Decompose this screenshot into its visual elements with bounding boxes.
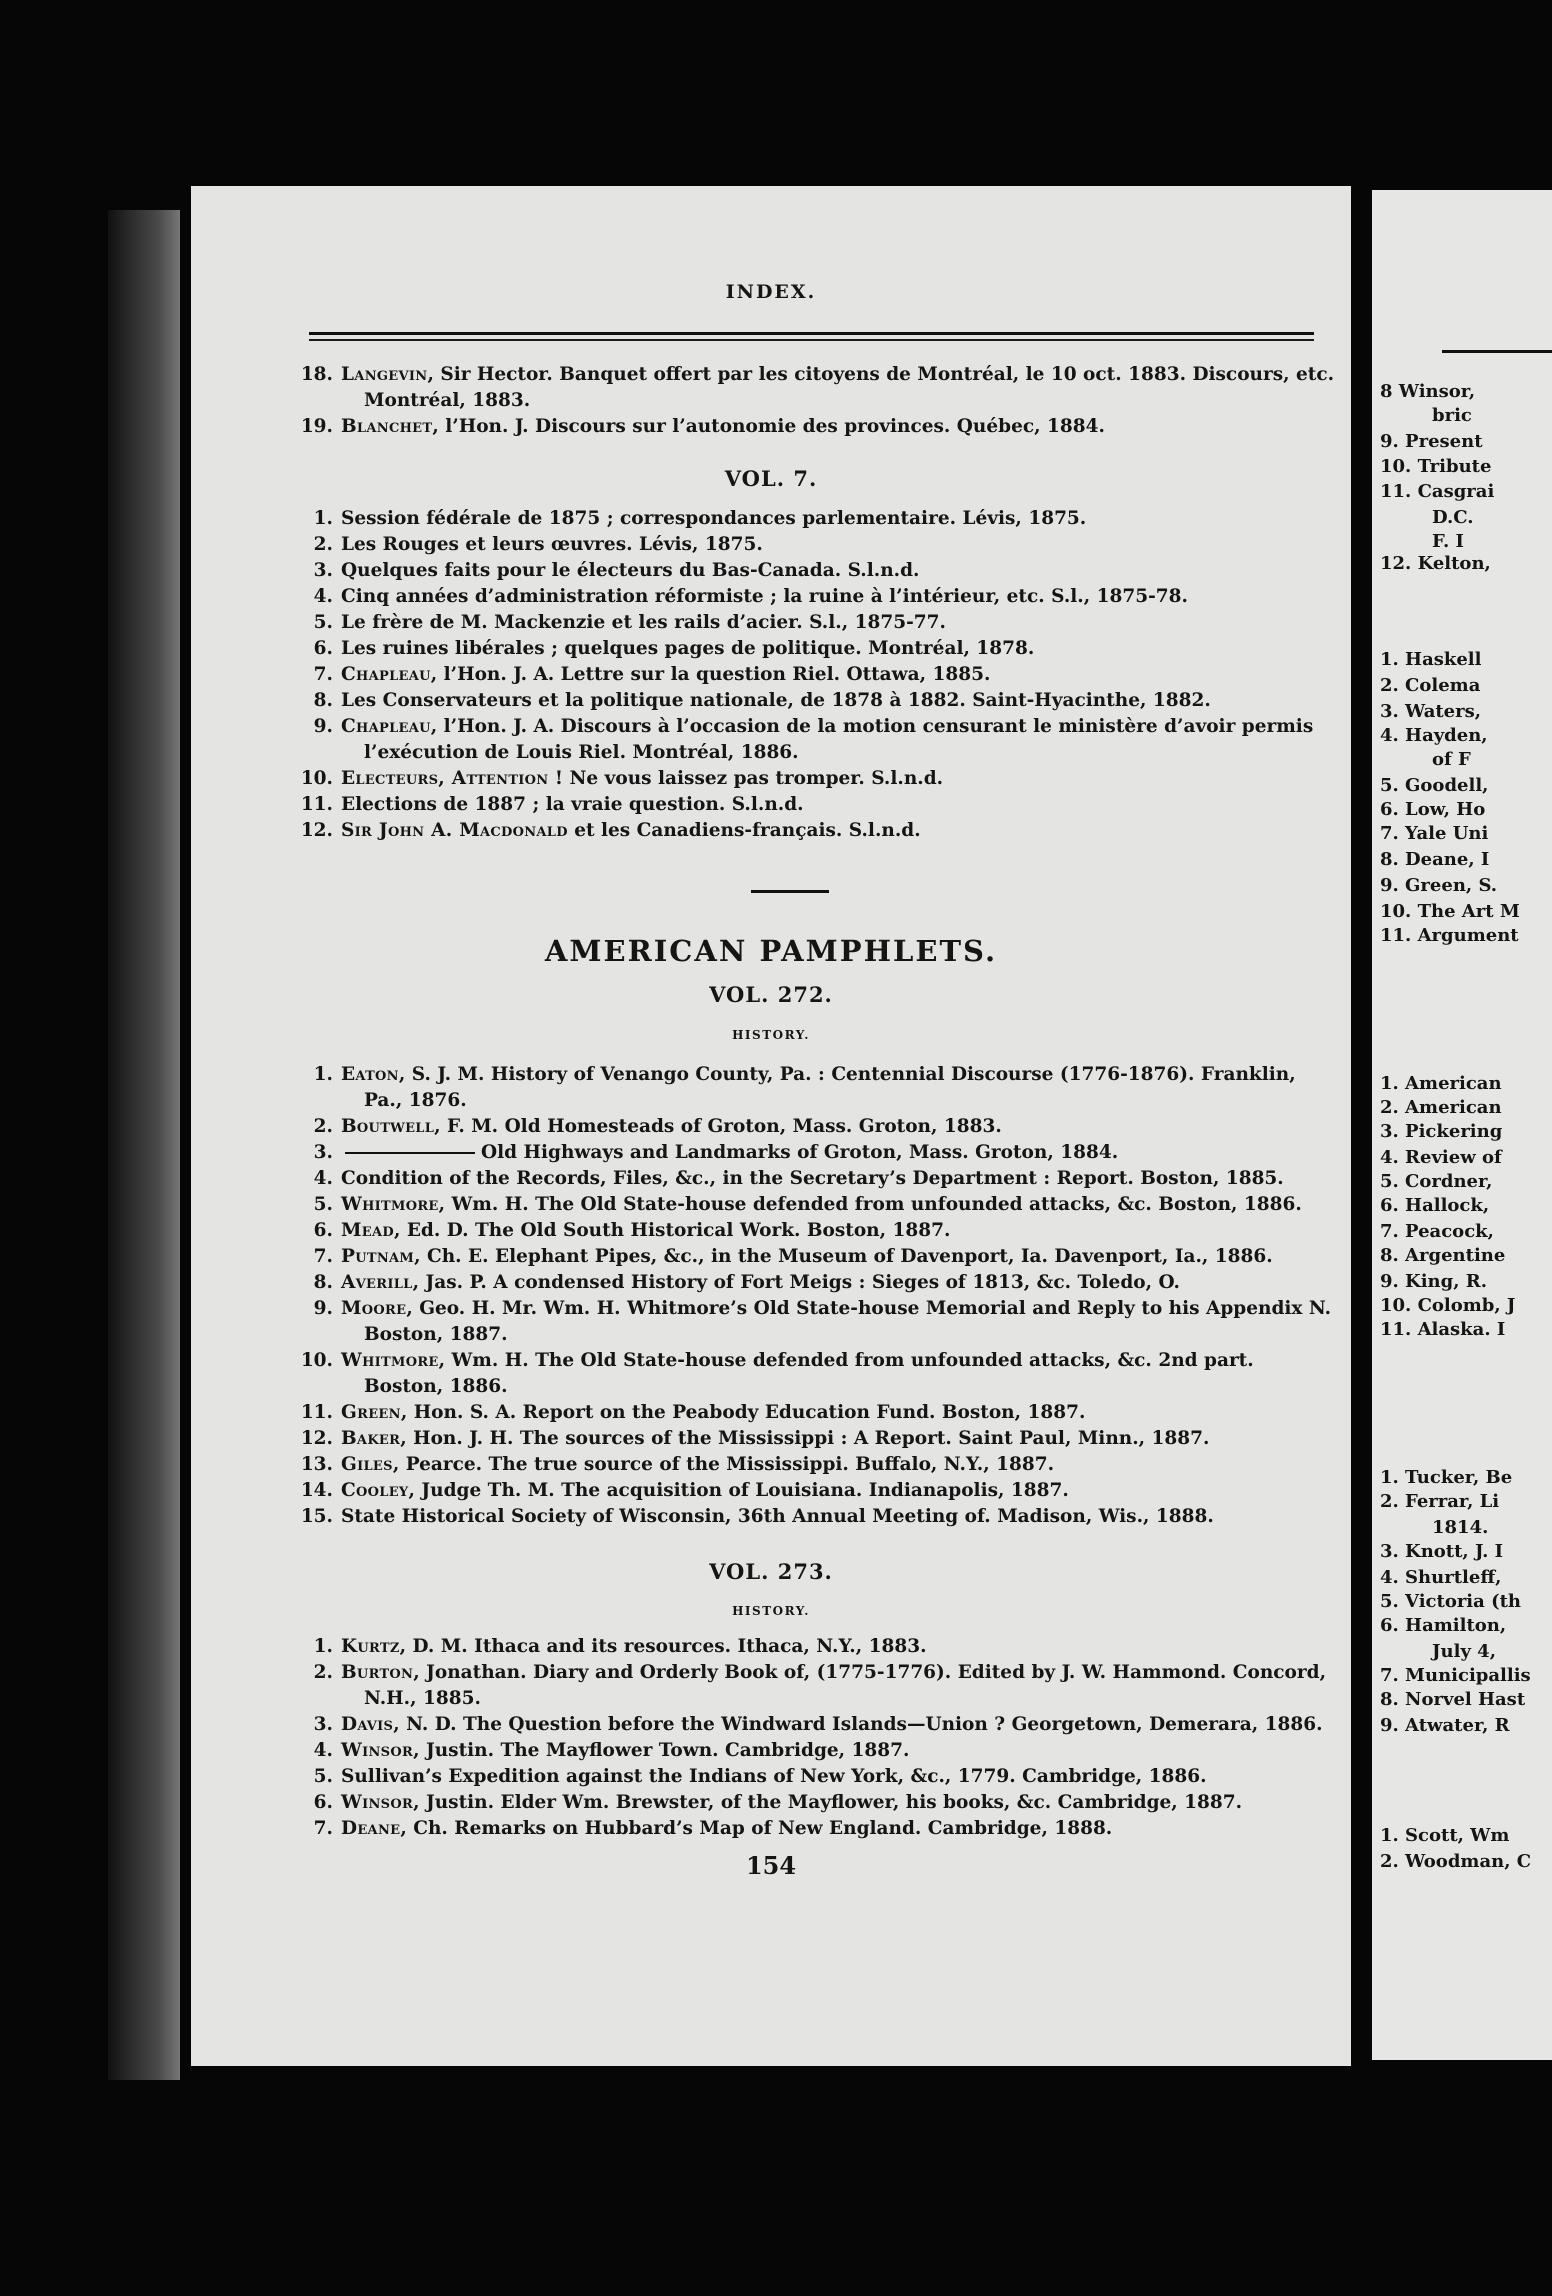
index-entry [299,558,919,584]
entry-author: Whitmore [341,1194,439,1215]
right-page-entry: 8. Deane, I [1380,849,1490,870]
right-page-entry: 12. Kelton, [1380,553,1491,574]
entry-author: Boutwell [341,1116,435,1137]
entry-number: 7. [313,1246,333,1267]
index-entry [299,1816,1112,1842]
entry-author: Davis [341,1714,394,1735]
entry-text: ! Ne vous laissez pas tromper. S.l.n.d. [548,768,944,789]
right-page-entry: 1. Haskell [1380,649,1482,670]
entry-text: , Ch. Remarks on Hubbard’s Map of New England. Cambridge, 1888. [400,1818,1113,1839]
entry-number: 5. [313,1194,333,1215]
right-page-entry: D.C. [1432,507,1474,528]
section-divider [751,890,829,893]
entry-text: , Pearce. The true source of the Mississippi. Buffalo, N.Y., 1887. [392,1454,1055,1475]
right-page-entry: 5. Goodell, [1380,775,1489,796]
entry-text: Old Highways and Landmarks of Groton, Mass. Groton, 1884. [481,1142,1119,1163]
entry-text: , F. M. Old Homesteads of Groton, Mass. Groton, 1883. [434,1116,1002,1137]
index-entry [299,1426,1210,1452]
entry-author: Baker [341,1428,401,1449]
entry-number: 1. [313,1636,333,1657]
entry-continuation: Boston, 1887. [364,1324,508,1345]
entry-number: 11. [300,1402,333,1423]
entry-number: 5. [313,612,333,633]
right-page-entry: F. I [1432,531,1464,552]
right-page-entry: 5. Cordner, [1380,1171,1493,1192]
right-page-entry: 8 Winsor, [1380,381,1476,402]
vol273-subheading: HISTORY. [732,1604,810,1618]
right-page-entry: bric [1432,405,1472,426]
index-entry [299,1270,1180,1296]
right-page-entry: 4. Hayden, [1380,725,1488,746]
entry-author: Eaton [341,1064,399,1085]
index-entry [299,1764,1207,1790]
right-page-entry: 4. Review of [1380,1147,1502,1168]
index-entry [299,1452,1054,1478]
index-entry [299,1504,1214,1530]
entry-number: 3. [313,1142,333,1163]
entry-text: , Hon. S. A. Report on the Peabody Education Fund. Boston, 1887. [400,1402,1086,1423]
entry-number: 13. [300,1454,333,1475]
right-page [1372,190,1552,2060]
entry-text: , D. M. Ithaca and its resources. Ithaca, N.Y., 1883. [399,1636,927,1657]
page-number: 154 [745,1851,797,1880]
index-entry [299,1192,1302,1218]
entry-author: Deane [341,1818,401,1839]
index-entry [299,362,1334,388]
entry-author: Chapleau [341,716,431,737]
entry-number: 12. [300,1428,333,1449]
right-page-entry: 7. Municipallis [1380,1665,1531,1686]
right-page-entry: 3. Pickering [1380,1121,1503,1142]
header-rule-thin [309,339,1314,341]
book-binding [108,210,180,2080]
entry-author: Kurtz [341,1636,400,1657]
entry-author: Electeurs, Attention [341,768,549,789]
entry-author: Moore [341,1298,407,1319]
entry-text: Le frère de M. Mackenzie et les rails d’acier. S.l., 1875-77. [341,612,946,633]
entry-number: 14. [300,1480,333,1501]
index-entry [299,1634,927,1660]
right-page-entry: 11. Alaska. I [1380,1319,1506,1340]
entry-text: , Justin. Elder Wm. Brewster, of the Mayflower, his books, &c. Cambridge, 1887. [413,1792,1243,1813]
entry-text: , l’Hon. J. Discours sur l’autonomie des provinces. Québec, 1884. [432,416,1105,437]
entry-number: 6. [313,1220,333,1241]
header-rule [309,332,1314,335]
entry-text: , Jas. P. A condensed History of Fort Meigs : Sieges of 1813, &c. Toledo, O. [412,1272,1180,1293]
section-title: AMERICAN PAMPHLETS. [544,934,998,968]
index-entry [299,1140,1118,1166]
index-entry [299,1478,1069,1504]
index-entry [299,818,921,844]
entry-continuation: Montréal, 1883. [364,390,531,411]
right-page-entry: 2. Colema [1380,675,1481,696]
index-entry [299,1244,1273,1270]
entry-author: Winsor [341,1740,414,1761]
index-entry [299,414,1105,440]
entry-text: , Hon. J. H. The sources of the Mississippi : A Report. Saint Paul, Minn., 1887. [400,1428,1210,1449]
entry-text: , Justin. The Mayflower Town. Cambridge, 1887. [413,1740,910,1761]
right-page-entry: 10. Colomb, J [1380,1295,1516,1316]
index-entry [299,662,990,688]
right-page-entry: 9. Green, S. [1380,875,1498,896]
entry-text: , N. D. The Question before the Windward Islands—Union ? Georgetown, Demerara, 1886. [393,1714,1323,1735]
entry-text: Sullivan’s Expedition against the Indians of New York, &c., 1779. Cambridge, 1886. [341,1766,1207,1787]
left-page [191,186,1351,2066]
entry-text: , Wm. H. The Old State-house defended from unfounded attacks, &c. 2nd part. [438,1350,1254,1371]
entry-number: 3. [313,1714,333,1735]
entry-author: Cooley [341,1480,409,1501]
entry-author: Blanchet [341,416,433,437]
right-page-entry: 7. Yale Uni [1380,823,1489,844]
entry-text: , Geo. H. Mr. Wm. H. Whitmore’s Old State-house Memorial and Reply to his Appendix N. [406,1298,1332,1319]
entry-author: Burton [341,1662,414,1683]
entry-text: , Ed. D. The Old South Historical Work. Boston, 1887. [393,1220,951,1241]
right-page-entry: 4. Shurtleff, [1380,1567,1502,1588]
entry-text: , Judge Th. M. The acquisition of Louisiana. Indianapolis, 1887. [408,1480,1069,1501]
entry-text: Elections de 1887 ; la vraie question. S.l.n.d. [341,794,804,815]
entry-number: 7. [313,1818,333,1839]
right-header-rule [1442,350,1552,353]
entry-number: 7. [313,664,333,685]
entry-author: Whitmore [341,1350,439,1371]
right-page-entry: 7. Peacock, [1380,1221,1494,1242]
entry-number: 6. [313,1792,333,1813]
entry-continuation: l’exécution de Louis Riel. Montréal, 1886. [364,742,799,763]
right-page-entry: 1. American [1380,1073,1502,1094]
entry-text: , Sir Hector. Banquet offert par les citoyens de Montréal, le 10 oct. 1883. Discours, etc. [427,364,1335,385]
entry-author: Putnam [341,1246,415,1267]
entry-number: 9. [313,716,333,737]
entry-author: Winsor [341,1792,414,1813]
right-page-entry: 1. Tucker, Be [1380,1467,1513,1488]
index-entry [299,532,763,558]
entry-text: , Ch. E. Elephant Pipes, &c., in the Museum of Davenport, Ia. Davenport, Ia., 1886. [414,1246,1273,1267]
index-entry [299,1166,1284,1192]
right-page-entry: 6. Low, Ho [1380,799,1486,820]
right-page-entry: 10. Tribute [1380,456,1492,477]
right-page-entry: 9. Atwater, R [1380,1715,1510,1736]
right-page-entry: 8. Norvel Hast [1380,1689,1526,1710]
index-entry [299,1712,1323,1738]
index-entry [299,636,1034,662]
page-title: INDEX. [725,281,817,303]
entry-text: Les Conservateurs et la politique nationale, de 1878 à 1882. Saint-Hyacinthe, 1882. [341,690,1211,711]
vol272-heading: VOL. 272. [709,982,833,1007]
entry-number: 1. [313,508,333,529]
entry-continuation: N.H., 1885. [364,1688,481,1709]
right-page-entry: 11. Argument [1380,925,1519,946]
entry-continuation: Pa., 1876. [364,1090,467,1111]
entry-text: , l’Hon. J. A. Discours à l’occasion de la motion censurant le ministère d’avoir permis [430,716,1314,737]
entry-number: 5. [313,1766,333,1787]
index-entry [299,1660,1326,1686]
index-entry [299,1062,1296,1088]
index-entry [299,506,1086,532]
entry-number: 2. [313,534,333,555]
entry-text: , S. J. M. History of Venango County, Pa. : Centennial Discourse (1776-1876). Franklin, [398,1064,1296,1085]
entry-author: Langevin [341,364,428,385]
vol7-heading: VOL. 7. [724,466,818,491]
right-page-entry: 2. Ferrar, Li [1380,1491,1500,1512]
index-entry [299,766,943,792]
right-page-entry: 2. American [1380,1097,1502,1118]
index-entry [299,1218,950,1244]
entry-text: Les Rouges et leurs œuvres. Lévis, 1875. [341,534,763,555]
index-entry [299,792,804,818]
right-page-entry: 5. Victoria (th [1380,1591,1521,1612]
entry-text: Les ruines libérales ; quelques pages de politique. Montréal, 1878. [341,638,1035,659]
ditto-line [345,1152,475,1154]
index-entry [299,610,946,636]
index-entry [299,1348,1254,1374]
entry-number: 4. [313,1740,333,1761]
entry-text: State Historical Society of Wisconsin, 36th Annual Meeting of. Madison, Wis., 1888. [341,1506,1214,1527]
entry-number: 9. [313,1298,333,1319]
entry-continuation: Boston, 1886. [364,1376,508,1397]
entry-author: Green [341,1402,401,1423]
vol272-subheading: HISTORY. [732,1028,810,1042]
right-page-entry: 1. Scott, Wm [1380,1825,1510,1846]
entry-number: 1. [313,1064,333,1085]
right-page-entry: 8. Argentine [1380,1245,1506,1266]
right-page-entry: 9. Present [1380,431,1483,452]
right-page-entry: of F [1432,749,1471,770]
entry-author: Sir John A. Macdonald [341,820,568,841]
entry-number: 8. [313,1272,333,1293]
entry-number: 2. [313,1116,333,1137]
index-entry [299,1114,1002,1140]
right-page-entry: 3. Waters, [1380,701,1482,722]
entry-number: 18. [300,364,333,385]
right-page-entry: 10. The Art M [1380,901,1520,922]
entry-author: Averill [341,1272,413,1293]
entry-author: Mead [341,1220,394,1241]
index-entry [299,1790,1242,1816]
right-page-entry: 6. Hallock, [1380,1195,1490,1216]
right-page-entry: 3. Knott, J. I [1380,1541,1504,1562]
entry-text: Cinq années d’administration réformiste ; la ruine à l’intérieur, etc. S.l., 1875-78. [341,586,1188,607]
vol273-heading: VOL. 273. [709,1559,833,1584]
index-entry [299,1400,1085,1426]
entry-text: Quelques faits pour le électeurs du Bas-Canada. S.l.n.d. [341,560,920,581]
entry-number: 19. [300,416,333,437]
entry-text: Session fédérale de 1875 ; correspondances parlementaire. Lévis, 1875. [341,508,1087,529]
index-entry [299,1296,1331,1322]
entry-text: , Wm. H. The Old State-house defended from unfounded attacks, &c. Boston, 1886. [438,1194,1302,1215]
right-page-entry: 9. King, R. [1380,1271,1487,1292]
entry-number: 2. [313,1662,333,1683]
index-entry [299,688,1211,714]
entry-number: 12. [300,820,333,841]
entry-text: , Jonathan. Diary and Orderly Book of, (1775-1776). Edited by J. W. Hammond. Concord, [413,1662,1327,1683]
entry-text: Condition of the Records, Files, &c., in the Secretary’s Department : Report. Boston, 1885. [341,1168,1284,1189]
right-page-entry: 6. Hamilton, [1380,1615,1507,1636]
entry-number: 15. [300,1506,333,1527]
entry-number: 4. [313,1168,333,1189]
right-page-entry: 2. Woodman, C [1380,1851,1532,1872]
entry-author: Chapleau [341,664,431,685]
entry-number: 10. [300,1350,333,1371]
entry-number: 6. [313,638,333,659]
entry-number: 3. [313,560,333,581]
entry-number: 4. [313,586,333,607]
entry-author: Giles [341,1454,393,1475]
entry-number: 8. [313,690,333,711]
right-page-entry: 11. Casgrai [1380,481,1495,502]
entry-number: 11. [300,794,333,815]
entry-text: , l’Hon. J. A. Lettre sur la question Riel. Ottawa, 1885. [430,664,991,685]
entry-text: et les Canadiens-français. S.l.n.d. [567,820,921,841]
right-page-entry: July 4, [1432,1641,1496,1662]
entry-number: 10. [300,768,333,789]
right-page-entry: 1814. [1432,1517,1489,1538]
index-entry [299,584,1188,610]
index-entry [299,1738,909,1764]
index-entry [299,714,1313,740]
